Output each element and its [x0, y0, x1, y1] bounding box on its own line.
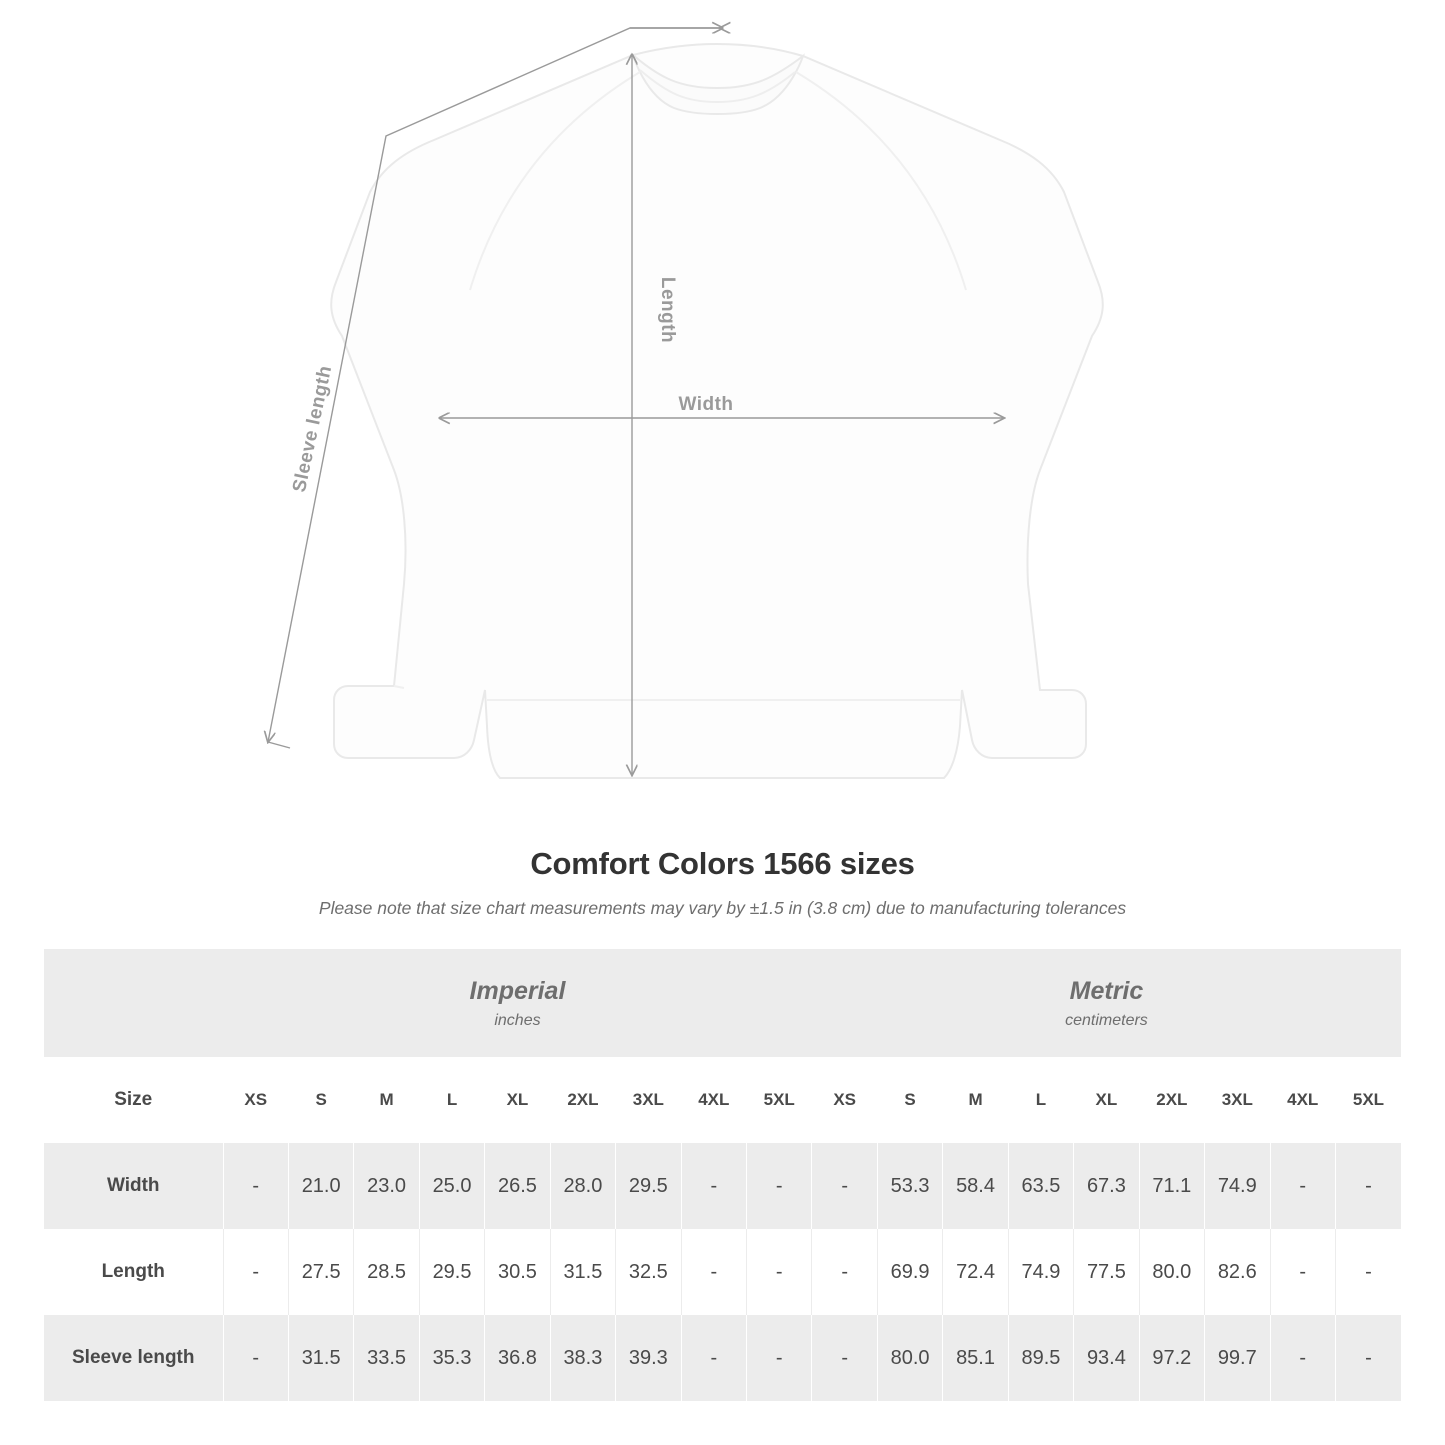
size-header-cell: 4XL [1270, 1057, 1335, 1143]
size-header-cell: 2XL [1139, 1057, 1204, 1143]
cell-value: - [1270, 1315, 1335, 1401]
size-header-cell: 5XL [747, 1057, 812, 1143]
cell-value: 77.5 [1074, 1229, 1139, 1315]
cell-value: - [681, 1315, 746, 1401]
chart-heading [0, 846, 1445, 919]
cell-value: 71.1 [1139, 1143, 1204, 1229]
cell-value: - [223, 1143, 288, 1229]
cell-value: - [1335, 1315, 1401, 1401]
cell-value: 28.0 [550, 1143, 615, 1229]
cell-value: 74.9 [1205, 1143, 1270, 1229]
size-header-cell: 4XL [681, 1057, 746, 1143]
size-header-cell: 2XL [550, 1057, 615, 1143]
cell-value: 82.6 [1205, 1229, 1270, 1315]
cell-value: - [812, 1315, 877, 1401]
table-row [44, 1229, 1401, 1315]
cell-value: 29.5 [616, 1143, 681, 1229]
size-header-cell: M [943, 1057, 1008, 1143]
metric-system-unit: centimeters [1065, 1011, 1148, 1029]
size-header-row [44, 1057, 1401, 1143]
size-header-cell: XL [1074, 1057, 1139, 1143]
cell-value: 28.5 [354, 1229, 419, 1315]
cell-value: 89.5 [1008, 1315, 1073, 1401]
cell-value: 36.8 [485, 1315, 550, 1401]
cell-value: 99.7 [1205, 1315, 1270, 1401]
size-header-label: Size [44, 1057, 223, 1143]
size-header-cell: L [419, 1057, 484, 1143]
cell-value: 58.4 [943, 1143, 1008, 1229]
cell-value: 21.0 [288, 1143, 353, 1229]
cell-value: 35.3 [419, 1315, 484, 1401]
cell-value: 72.4 [943, 1229, 1008, 1315]
size-header-cell: L [1008, 1057, 1073, 1143]
cell-value: 31.5 [550, 1229, 615, 1315]
tolerance-note: Please note that size chart measurements may vary by ±1.5 in (3.8 cm) due to manufacturing tolerances [318, 898, 1127, 918]
cell-value: 23.0 [354, 1143, 419, 1229]
page-title: Comfort Colors 1566 sizes [530, 846, 915, 881]
metric-header [812, 949, 1401, 1057]
size-header-cell: XS [812, 1057, 877, 1143]
width-label: Width [678, 394, 734, 415]
cell-value: - [1270, 1143, 1335, 1229]
row-label: Length [44, 1229, 223, 1315]
cell-value: - [681, 1229, 746, 1315]
cell-value: 27.5 [288, 1229, 353, 1315]
cell-value: 31.5 [288, 1315, 353, 1401]
size-header-cell: 3XL [1205, 1057, 1270, 1143]
cell-value: 26.5 [485, 1143, 550, 1229]
cell-value: 39.3 [616, 1315, 681, 1401]
imperial-system-name: Imperial [469, 977, 566, 1006]
size-header-cell: 5XL [1335, 1057, 1401, 1143]
cell-value: 93.4 [1074, 1315, 1139, 1401]
cell-value: - [747, 1143, 812, 1229]
unit-header-row [44, 949, 1401, 1057]
cell-value: - [812, 1229, 877, 1315]
cell-value: - [1335, 1229, 1401, 1315]
size-header-cell: 3XL [616, 1057, 681, 1143]
size-table-wrapper [44, 949, 1401, 1401]
cell-value: - [1335, 1143, 1401, 1229]
cell-value: - [223, 1229, 288, 1315]
table-row [44, 1315, 1401, 1401]
metric-system-name: Metric [1069, 977, 1144, 1006]
cell-value: - [747, 1229, 812, 1315]
cell-value: 80.0 [877, 1315, 942, 1401]
cell-value: 85.1 [943, 1315, 1008, 1401]
cell-value: - [1270, 1229, 1335, 1315]
cell-value: 67.3 [1074, 1143, 1139, 1229]
cell-value: 25.0 [419, 1143, 484, 1229]
size-header-cell: M [354, 1057, 419, 1143]
cell-value: 80.0 [1139, 1229, 1204, 1315]
cell-value: - [681, 1143, 746, 1229]
cell-value: - [812, 1143, 877, 1229]
cell-value: - [747, 1315, 812, 1401]
imperial-header [223, 949, 812, 1057]
sleeve-length-label: Sleeve length [288, 363, 337, 495]
size-header-cell: XL [485, 1057, 550, 1143]
cell-value: 38.3 [550, 1315, 615, 1401]
row-label: Sleeve length [44, 1315, 223, 1401]
cell-value: 74.9 [1008, 1229, 1073, 1315]
table-row [44, 1143, 1401, 1229]
size-table [44, 949, 1401, 1401]
size-header-cell: S [288, 1057, 353, 1143]
cell-value: 29.5 [419, 1229, 484, 1315]
cell-value: 63.5 [1008, 1143, 1073, 1229]
size-header-cell: XS [223, 1057, 288, 1143]
cell-value: 33.5 [354, 1315, 419, 1401]
cell-value: - [223, 1315, 288, 1401]
cell-value: 32.5 [616, 1229, 681, 1315]
cell-value: 30.5 [485, 1229, 550, 1315]
size-header-cell: S [877, 1057, 942, 1143]
cell-value: 69.9 [877, 1229, 942, 1315]
row-label: Width [44, 1143, 223, 1229]
imperial-system-unit: inches [494, 1011, 541, 1029]
unit-header-spacer [44, 949, 223, 1057]
cell-value: 53.3 [877, 1143, 942, 1229]
length-label: Length [657, 276, 678, 344]
cell-value: 97.2 [1139, 1315, 1204, 1401]
